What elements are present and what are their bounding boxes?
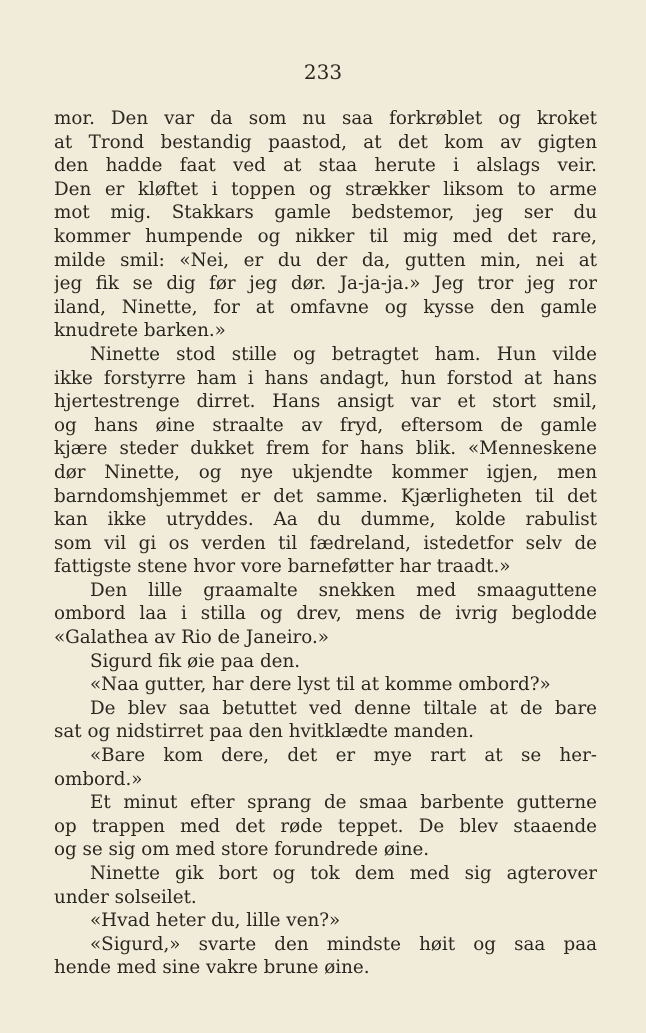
- text-line: kjære steder dukket frem for hans blik. «Menneskene: [54, 438, 597, 460]
- text-line: ikke forstyrre ham i hans andagt, hun forstod at hans: [54, 367, 597, 389]
- page-number: 233: [303, 60, 343, 84]
- text-line: barndomshjemmet er det samme. Kjærligheten til det: [54, 485, 597, 507]
- text-line: sat og nidstirret paa den hvitklædte manden.: [54, 721, 474, 743]
- text-line: og hans øine straalte av fryd, eftersom de gamle: [54, 414, 597, 436]
- text-line: op trappen med det røde teppet. De blev staaende: [54, 815, 597, 837]
- text-line: mor. Den var da som nu saa forkrøblet og kroket: [54, 108, 597, 129]
- text-line: hende med sine vakre brune øine.: [54, 957, 370, 979]
- text-line: Sigurd fik øie paa den.: [90, 650, 301, 672]
- text-line: De blev saa betuttet ved denne tiltale at de bare: [90, 697, 597, 719]
- text-line: og se sig om med store forundrede øine.: [54, 839, 430, 861]
- body-text: [54, 107, 597, 980]
- text-line: under solseilet.: [54, 886, 197, 908]
- text-line: milde smil: «Nei, er du der da, gutten min, nei at: [54, 249, 597, 271]
- text-line: kan ikke utryddes. Aa du dumme, kolde rabulist: [54, 509, 597, 531]
- text-line: Den lille graamalte snekken med smaaguttene: [90, 579, 597, 601]
- text-line: jeg fik se dig før jeg dør. Ja-ja-ja.» Jeg tror jeg ror: [54, 273, 597, 295]
- text-line: Den er kløftet i toppen og strækker liksom to arme: [54, 178, 597, 200]
- text-line: at Trond bestandig paastod, at det kom av gigten: [54, 131, 597, 153]
- text-line: Ninette gik bort og tok dem med sig agterover: [90, 863, 597, 884]
- text-line: ombord.»: [54, 768, 143, 790]
- text-line: hjertestrenge dirret. Hans ansigt var et stort smil,: [54, 391, 597, 413]
- text-line: «Naa gutter, har dere lyst til at komme ombord?»: [90, 674, 551, 696]
- text-line: «Hvad heter du, lille ven?»: [90, 910, 341, 932]
- text-line: den hadde faat ved at staa herute i alslags veir.: [54, 155, 597, 177]
- text-line: mot mig. Stakkars gamle bedstemor, jeg ser du: [54, 202, 597, 224]
- text-line: Ninette stod stille og betragtet ham. Hun vilde: [90, 343, 597, 365]
- text-line: «Bare kom dere, det er mye rart at se her-: [90, 745, 597, 767]
- text-line: «Galathea av Rio de Janeiro.»: [54, 627, 329, 649]
- text-line: ombord laa i stilla og drev, mens de ivrig beglodde: [54, 603, 597, 625]
- text-line: iland, Ninette, for at omfavne og kysse den gamle: [54, 296, 597, 318]
- text-line: knudrete barken.»: [54, 320, 226, 342]
- text-line: fattigste stene hvor vore barneføtter har traadt.»: [54, 556, 511, 578]
- text-line: kommer humpende og nikker til mig med det rare,: [54, 225, 597, 247]
- text-line: Et minut efter sprang de smaa barbente gutterne: [90, 792, 597, 814]
- text-line: som vil gi os verden til fædreland, istedetfor selv de: [54, 532, 597, 554]
- text-line: «Sigurd,» svarte den mindste høit og saa paa: [90, 933, 597, 955]
- text-line: dør Ninette, og nye ukjendte kommer igjen, men: [54, 461, 597, 483]
